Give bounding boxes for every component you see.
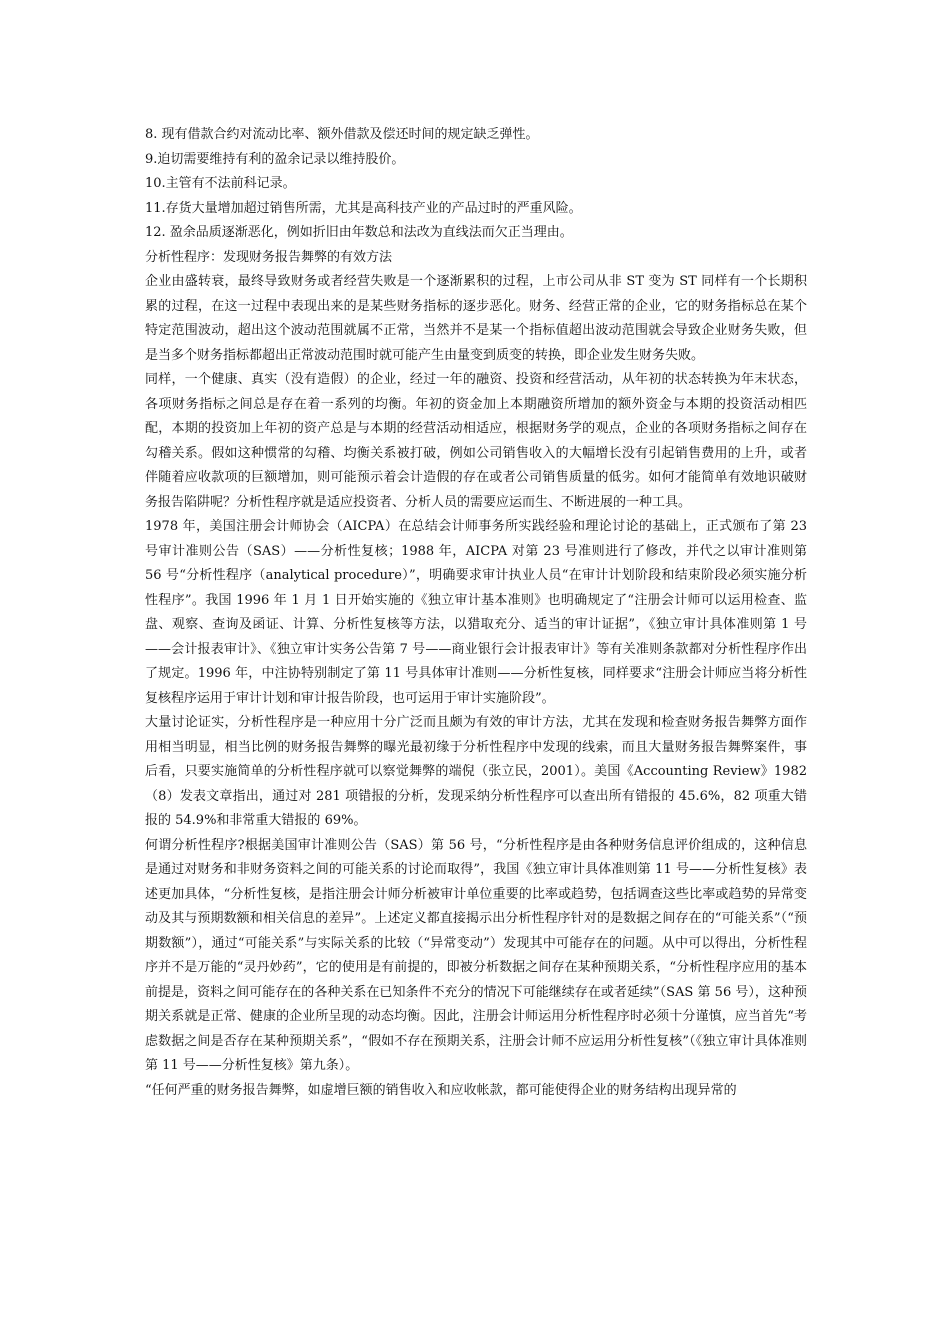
list-item-12: 12. 盈余品质逐渐恶化，例如折旧由年数总和法改为直线法而欠正当理由。 xyxy=(145,225,573,240)
paragraph-decline-process: 企业由盛转衰，最终导致财务或者经营失败是一个逐渐累积的过程，上市公司从非 ST 变为 ST 同样有一个长期积累的过程，在这一过程中表现出来的是某些财务指标的逐步恶化。财务、经营正常的企业，它的财务指标总在某个特定范围波动，超出这个波动范围就属不正常，当然并不是某一个指标值超出波动范围就会导致企业财务失败，但是当多个财务指标都超出正常波动范围时就可能产生由量变到质变的转换，即企业发生财务失败。 xyxy=(145,274,807,363)
list-item-8: 8. 现有借款合约对流动比率、额外借款及偿还时间的规定缺乏弹性。 xyxy=(145,127,539,142)
section-heading: 分析性程序：发现财务报告舞弊的有效方法 xyxy=(145,249,393,265)
list-item-9: 9.迫切需要维持有利的盈余记录以维持股价。 xyxy=(145,151,405,167)
document-body xyxy=(145,123,807,1103)
list-item-11: 11.存货大量增加超过销售所需，尤其是高科技产业的产品过时的严重风险。 xyxy=(145,200,582,216)
paragraph-aicpa-history: 1978 年，美国注册会计师协会（AICPA）在总结会计师事务所实践经验和理论讨论的基础上，正式颁布了第 23 号审计准则公告（SAS）——分析性复核；1988 年，AICPA 对第 23 号准则进行了修改，并代之以审计准则第 56 号“分析性程序（analytical procedure）”，明确要求审计执业人员“在审计计划阶段和结束阶段必须实施分析性程序”。我国 1996 年 1 月 1 日开始实施的《独立审计基本准则》也明确规定了“注册会计师可以运用检查、监盘、观察、查询及函证、计算、分析性复核等方法，以猎取充分、适当的审计证据”，《独立审计具体准则第 1 号——会计报表审计》、《独立审计实务公告第 7 号——商业银行会计报表审计》等有关准则条款都对分析性程序作出了规定。1996 年，中注协特别制定了第 11 号具体审计准则——分析性复核，同样要求“注册会计师应当将分析性复核程序运用于审计计划和审计报告阶段，也可运用于审计实施阶段”。 xyxy=(145,519,807,706)
paragraph-research-evidence: 大量讨论证实，分析性程序是一种应用十分广泛而且颇为有效的审计方法，尤其在发现和检查财务报告舞弊方面作用相当明显，相当比例的财务报告舞弊的曝光最初缘于分析性程序中发现的线索，而且大量财务报告舞弊案件，事后看，只要实施简单的分析性程序就可以察觉舞弊的端倪（张立民，2001）。美国《Accounting Review》1982（8）发表文章指出，通过对 281 项错报的分析，发现采纳分析性程序可以查出所有错报的 45.6%，82 项重大错报的 54.9%和非常重大错报的 69%。 xyxy=(145,715,807,828)
paragraph-quote-start: “任何严重的财务报告舞弊，如虚增巨额的销售收入和应收帐款，都可能使得企业的财务结构出现异常的 xyxy=(145,1082,737,1098)
paragraph-definition: 何谓分析性程序?根据美国审计准则公告（SAS）第 56 号，“分析性程序是由各种财务信息评价组成的，这种信息是通过对财务和非财务资料之间的可能关系的讨论而取得”，我国《独立审计具体准则第 11 号——分析性复核》表述更加具体，“分析性复核，是指注册会计师分析被审计单位重要的比率或趋势，包括调查这些比率或趋势的异常变动及其与预期数额和相关信息的差异”。上述定义都直接揭示出分析性程序针对的是数据之间存在的“可能关系”（“预期数额”），通过“可能关系”与实际关系的比较（“异常变动”）发现其中可能存在的问题。从中可以得出，分析性程序并不是万能的“灵丹妙药”，它的使用是有前提的，即被分析数据之间存在某种预期关系，“分析性程序应用的基本前提是，资料之间可能存在的各种关系在已知条件不充分的情况下可能继续存在或者延续”（SAS 第 56 号），这种预期关系就是正常、健康的企业所呈现的动态均衡。因此，注册会计师运用分析性程序时必须十分谨慎，应当首先“考虑数据之间是否存在某种预期关系”，“假如不存在预期关系，注册会计师不应运用分析性复核”（《独立审计具体准则第 11 号——分析性复核》第九条）。 xyxy=(145,837,807,1073)
paragraph-financial-balance: 同样，一个健康、真实（没有造假）的企业，经过一年的融资、投资和经营活动，从年初的状态转换为年末状态，各项财务指标之间总是存在着一系列的均衡。年初的资金加上本期融资所增加的额外资金与本期的投资活动相匹配，本期的投资加上年初的资产总是与本期的经营活动相适应，根据财务学的观点，企业的各项财务指标之间存在勾稽关系。假如这种惯常的勾稽、均衡关系被打破，例如公司销售收入的大幅增长没有引起销售费用的上升，或者伴随着应收款项的巨额增加，则可能预示着会计造假的存在或者公司销售质量的低劣。如何才能简单有效地识破财务报告陷阱呢？分析性程序就是适应投资者、分析人员的需要应运而生、不断进展的一种工具。 xyxy=(145,372,807,510)
list-item-10: 10.主管有不法前科记录。 xyxy=(145,176,296,191)
